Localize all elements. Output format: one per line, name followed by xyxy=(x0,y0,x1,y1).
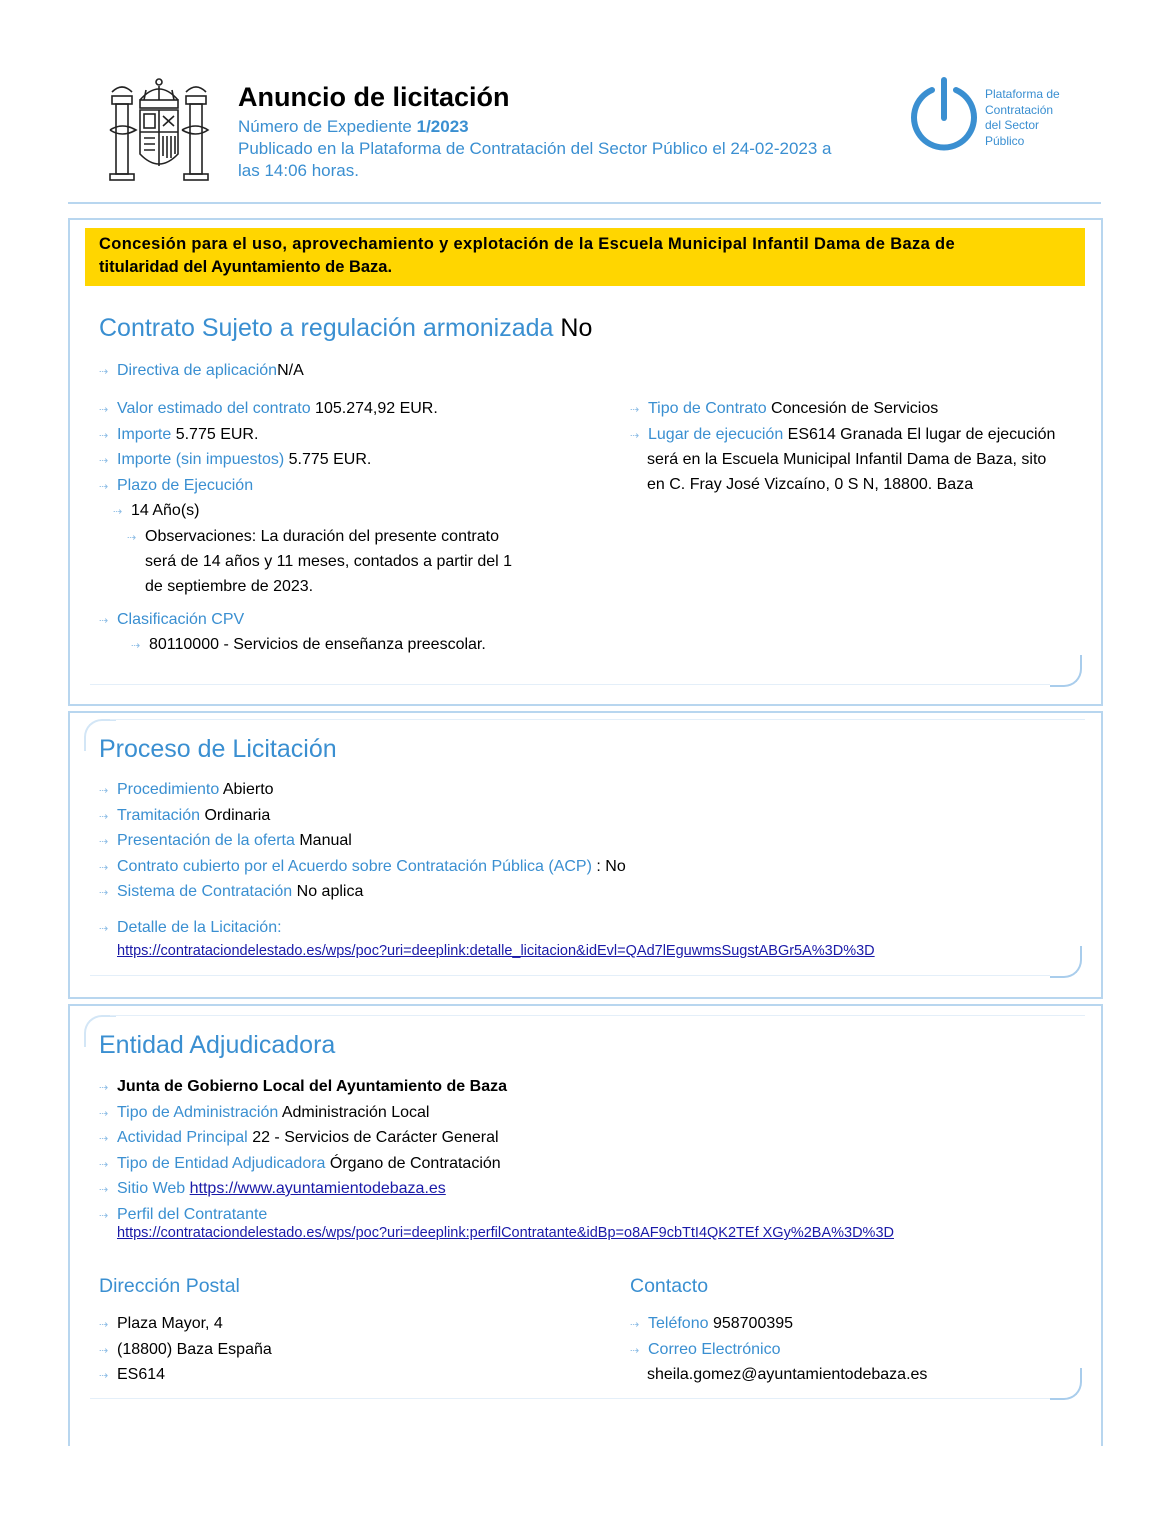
contacto-title: Contacto xyxy=(630,1275,709,1297)
arrow-icon: ⇢ xyxy=(113,506,123,518)
contrato-left-column xyxy=(99,397,512,599)
sitio-web-link[interactable]: https://www.ayuntamientodebaza.es xyxy=(189,1180,446,1197)
valor-label: Valor estimado del contrato xyxy=(117,400,311,417)
contrato-title xyxy=(99,314,592,343)
section-divider xyxy=(90,975,1050,976)
contrato-right-column xyxy=(630,397,1055,497)
header-divider xyxy=(68,202,1101,204)
section-divider xyxy=(90,1398,1050,1399)
cpv-value: 80110000 - Servicios de enseñanza preescolar. xyxy=(149,636,486,653)
tipo-contrato-value: Concesión de Servicios xyxy=(771,400,939,417)
acp-label: Contrato cubierto por el Acuerdo sobre Contratación Pública (ACP) xyxy=(117,857,592,875)
arrow-icon: ⇢ xyxy=(99,1370,109,1382)
arrow-icon: ⇢ xyxy=(630,1319,640,1331)
direccion-text: Plaza Mayor, 4 xyxy=(117,1315,223,1332)
importe-row xyxy=(99,423,512,449)
platform-logo-line: Plataforma de xyxy=(985,87,1060,101)
tipo-admin-value: Administración Local xyxy=(281,1103,430,1121)
arrow-icon: ⇢ xyxy=(127,531,137,544)
arrow-icon: ⇢ xyxy=(99,1209,109,1222)
procedimiento-row xyxy=(99,778,626,804)
cpv-value-row xyxy=(131,633,486,659)
arrow-icon: ⇢ xyxy=(99,1082,109,1094)
arrow-icon: ⇢ xyxy=(99,1319,109,1331)
sistema-label: Sistema de Contratación xyxy=(117,883,293,900)
section-divider xyxy=(110,719,1085,720)
importe-sin-value: 5.775 EUR. xyxy=(288,451,372,468)
direccion-line xyxy=(99,1363,272,1389)
plazo-label: Plazo de Ejecución xyxy=(117,476,254,494)
arrow-icon: ⇢ xyxy=(99,1158,109,1171)
direccion-line xyxy=(99,1312,272,1338)
procedimiento-value: Abierto xyxy=(222,781,274,798)
direccion-list xyxy=(99,1312,272,1389)
arrow-icon: ⇢ xyxy=(99,1184,109,1196)
valor-row xyxy=(99,397,512,423)
presentacion-label: Presentación de la oferta xyxy=(117,832,295,849)
directiva-label: Directiva de aplicación xyxy=(117,362,278,379)
direccion-line xyxy=(99,1338,272,1364)
observaciones-line: será de 14 años y 11 meses, contados a partir del 1 xyxy=(145,553,513,570)
entidad-title: Entidad Adjudicadora xyxy=(99,1031,336,1059)
section-divider xyxy=(90,684,1050,685)
expediente-line xyxy=(238,117,469,137)
actividad-label: Actividad Principal xyxy=(117,1129,248,1146)
page-title: Anuncio de licitación xyxy=(238,82,510,112)
expediente-label: Número de Expediente xyxy=(238,117,417,136)
detalle-link[interactable]: https://contrataciondelestado.es/wps/poc?uri=deeplink:detalle_licitacion&idEvl=QAd7lEguwmsSugstABGr5A%3D%3D xyxy=(117,943,875,959)
procedimiento-label: Procedimiento xyxy=(117,781,220,798)
entidad-name-row xyxy=(99,1075,507,1101)
detalle-row xyxy=(99,916,282,942)
directiva-value: N/A xyxy=(277,362,304,379)
coat-of-arms-logo xyxy=(106,74,212,184)
cpv-row xyxy=(99,608,244,634)
platform-logo-line: Contratación xyxy=(985,102,1054,117)
telefono-row xyxy=(630,1312,927,1338)
importe-sin-row xyxy=(99,448,512,474)
arrow-icon: ⇢ xyxy=(99,480,109,493)
arrow-icon: ⇢ xyxy=(99,429,109,442)
tipo-contrato-row xyxy=(630,397,1055,423)
tramitacion-value: Ordinaria xyxy=(204,806,271,824)
lugar-value: ES614 Granada El lugar de ejecución xyxy=(787,425,1056,443)
published-line-1: Publicado en la Plataforma de Contratación del Sector Público el 24-02-2023 a xyxy=(238,139,832,158)
importe-value: 5.775 EUR. xyxy=(175,425,259,443)
sitio-web-row xyxy=(99,1177,507,1203)
plazo-value: 14 Año(s) xyxy=(131,502,200,519)
platform-logo-text xyxy=(985,87,1060,149)
arrow-icon: ⇢ xyxy=(99,836,109,848)
entidad-list xyxy=(99,1075,507,1228)
perfil-label: Perfil del Contratante xyxy=(117,1205,268,1223)
observaciones-line: Observaciones: La duración del presente contrato xyxy=(145,527,499,545)
banner-line-1: Concesión para el uso, aprovechamiento y explotación de la Escuela Municipal Infantil Dama de Baza de xyxy=(99,235,955,253)
observaciones-row xyxy=(99,525,512,551)
direccion-text: ES614 xyxy=(117,1366,166,1383)
direccion-title: Dirección Postal xyxy=(99,1275,240,1297)
contrato-title-label: Contrato Sujeto a regulación armonizada xyxy=(99,314,554,342)
tramitacion-label: Tramitación xyxy=(117,806,200,824)
arrow-icon: ⇢ xyxy=(99,923,109,935)
plazo-row xyxy=(99,474,512,500)
actividad-value: 22 - Servicios de Carácter General xyxy=(252,1129,499,1146)
platform-logo-line: del Sector xyxy=(985,118,1040,132)
importe-label: Importe xyxy=(117,425,172,443)
platform-power-icon xyxy=(908,76,980,156)
perfil-link[interactable]: https://contrataciondelestado.es/wps/poc?uri=deeplink:perfilContratante&idBp=o8AF9cbTtI4QK2TEf XGy%2BA%3D%3D xyxy=(117,1225,894,1241)
arrow-icon: ⇢ xyxy=(99,366,109,378)
entidad-name: Junta de Gobierno Local del Ayuntamiento de Baza xyxy=(117,1078,507,1095)
correo-value: sheila.gomez@ayuntamientodebaza.es xyxy=(647,1366,928,1383)
lugar-row xyxy=(630,423,1055,449)
arrow-icon: ⇢ xyxy=(630,404,640,416)
arrow-icon: ⇢ xyxy=(99,887,109,899)
plazo-value-row xyxy=(99,499,512,525)
tipo-admin-label: Tipo de Administración xyxy=(117,1103,279,1121)
importe-sin-label: Importe (sin impuestos) xyxy=(117,451,285,468)
lugar-label: Lugar de ejecución xyxy=(648,425,784,443)
arrow-icon: ⇢ xyxy=(99,810,109,823)
lugar-line: será en la Escuela Municipal Infantil Dama de Baza, sito xyxy=(647,451,1047,468)
arrow-icon: ⇢ xyxy=(99,615,109,627)
detalle-label: Detalle de la Licitación: xyxy=(117,919,282,936)
arrow-icon: ⇢ xyxy=(99,785,109,797)
telefono-value: 958700395 xyxy=(712,1315,794,1332)
platform-logo-line: Público xyxy=(985,133,1025,148)
arrow-icon: ⇢ xyxy=(99,1344,109,1357)
valor-value: 105.274,92 EUR. xyxy=(315,400,438,417)
contacto-list xyxy=(630,1312,927,1388)
directiva-row xyxy=(99,359,304,385)
arrow-icon: ⇢ xyxy=(99,404,109,416)
tipo-entidad-row xyxy=(99,1152,507,1178)
arrow-icon: ⇢ xyxy=(99,455,109,467)
sistema-value: No aplica xyxy=(296,883,364,900)
acp-row xyxy=(99,855,626,881)
telefono-label: Teléfono xyxy=(648,1315,709,1332)
presentacion-row xyxy=(99,829,626,855)
tramitacion-row xyxy=(99,804,626,830)
actividad-row xyxy=(99,1126,507,1152)
contrato-title-value: No xyxy=(560,314,593,342)
tipo-entidad-value: Órgano de Contratación xyxy=(329,1154,501,1172)
acp-value: : No xyxy=(596,857,626,875)
cpv-label: Clasificación CPV xyxy=(117,611,245,628)
tipo-contrato-label: Tipo de Contrato xyxy=(648,400,767,417)
proceso-title: Proceso de Licitación xyxy=(99,735,337,763)
published-line-2: las 14:06 horas. xyxy=(238,161,359,180)
arrow-icon: ⇢ xyxy=(99,861,109,874)
expediente-number: 1/2023 xyxy=(416,117,469,136)
proceso-list xyxy=(99,778,626,906)
sitio-web-label: Sitio Web xyxy=(117,1180,186,1197)
sistema-row xyxy=(99,880,626,906)
lugar-line: en C. Fray José Vizcaíno, 0 S N, 18800. Baza xyxy=(647,475,974,493)
banner-line-2: titularidad del Ayuntamiento de Baza. xyxy=(99,258,393,276)
correo-label: Correo Electrónico xyxy=(648,1340,781,1358)
tipo-admin-row xyxy=(99,1101,507,1127)
observaciones-line: de septiembre de 2023. xyxy=(145,577,314,595)
arrow-icon: ⇢ xyxy=(99,1107,109,1120)
arrow-icon: ⇢ xyxy=(630,429,640,442)
arrow-icon: ⇢ xyxy=(131,640,141,652)
tipo-entidad-label: Tipo de Entidad Adjudicadora xyxy=(117,1154,326,1172)
arrow-icon: ⇢ xyxy=(99,1133,109,1145)
section-divider xyxy=(110,1015,1085,1016)
correo-row xyxy=(630,1338,927,1364)
direccion-text: (18800) Baza España xyxy=(117,1340,272,1358)
presentacion-value: Manual xyxy=(299,832,352,849)
arrow-icon: ⇢ xyxy=(630,1344,640,1357)
